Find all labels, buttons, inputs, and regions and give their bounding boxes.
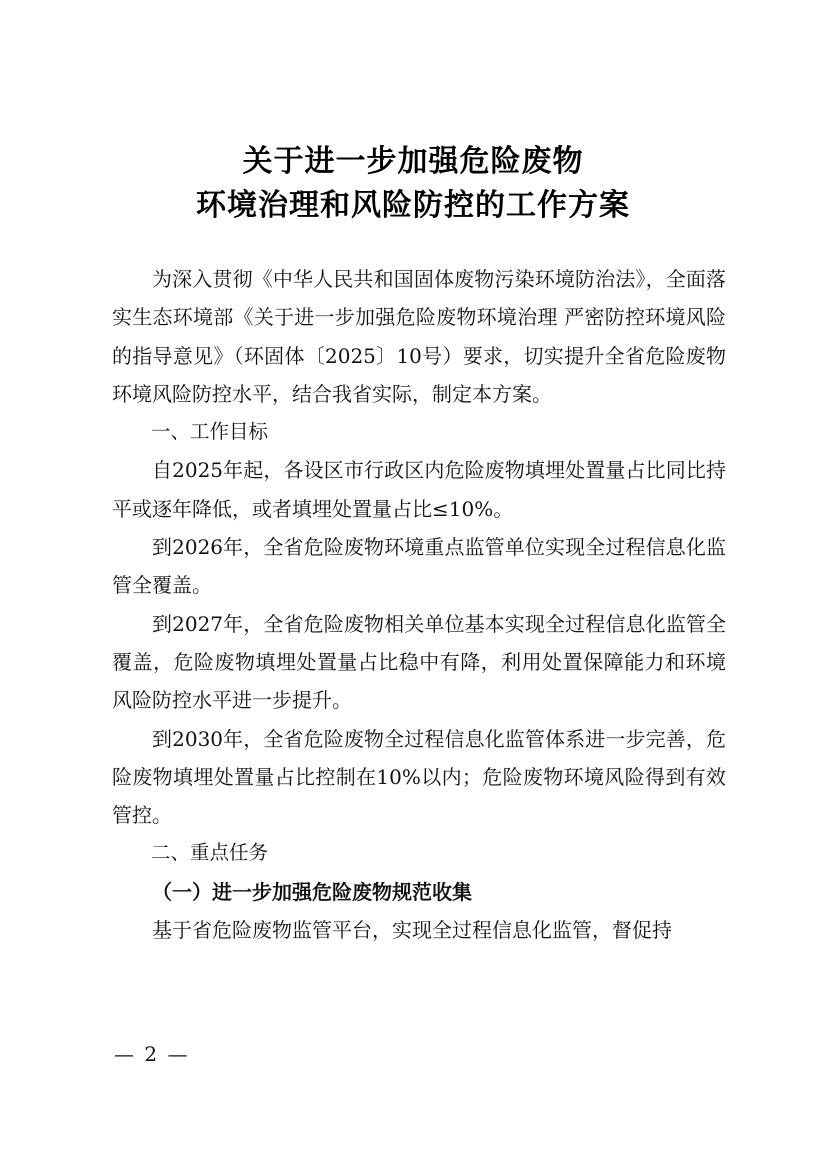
subsection-heading-collection: （一）进一步加强危险废物规范收集 xyxy=(152,879,472,904)
intro-paragraph: 为深入贯彻《中华人民共和国固体废物污染环境防治法》，全面落实生态环境部《关于进一步加强危险废物环境治理 严密防控环境风险的指导意见》（环固体〔2025〕10号）要求，切实提升全省危险废物环境风险防控水平，结合我省实际，制定本方案。 xyxy=(112,267,726,406)
goal-paragraph-2027: 到2027年，全省危险废物相关单位基本实现全过程信息化监管全覆盖，危险废物填埋处置量占比稳中有降，利用处置保障能力和环境风险防控水平进一步提升。 xyxy=(112,611,726,713)
document-body xyxy=(112,260,726,949)
goal-paragraph-2026: 到2026年，全省危险废物环境重点监管单位实现全过程信息化监管全覆盖。 xyxy=(112,535,726,598)
document-title-line-2: 环境治理和风险防控的工作方案 xyxy=(196,188,630,223)
goal-paragraph-2025: 自2025年起，各设区市行政区内危险废物填埋处置量占比同比持平或逐年降低，或者填埋处置量占比≤10%。 xyxy=(112,458,726,521)
subsection-paragraph-collection: 基于省危险废物监管平台，实现全过程信息化监管，督促持 xyxy=(152,918,672,943)
section-heading-tasks: 二、重点任务 xyxy=(151,841,269,865)
section-heading-goals: 一、工作目标 xyxy=(151,420,269,444)
goal-paragraph-2030: 到2030年，全省危险废物全过程信息化监管体系进一步完善，危险废物填埋处置量占比控制在10%以内；危险废物环境风险得到有效管控。 xyxy=(112,726,726,828)
document-title-line-1: 关于进一步加强危险废物 xyxy=(242,144,584,179)
page-number: — 2 — xyxy=(114,1042,190,1066)
